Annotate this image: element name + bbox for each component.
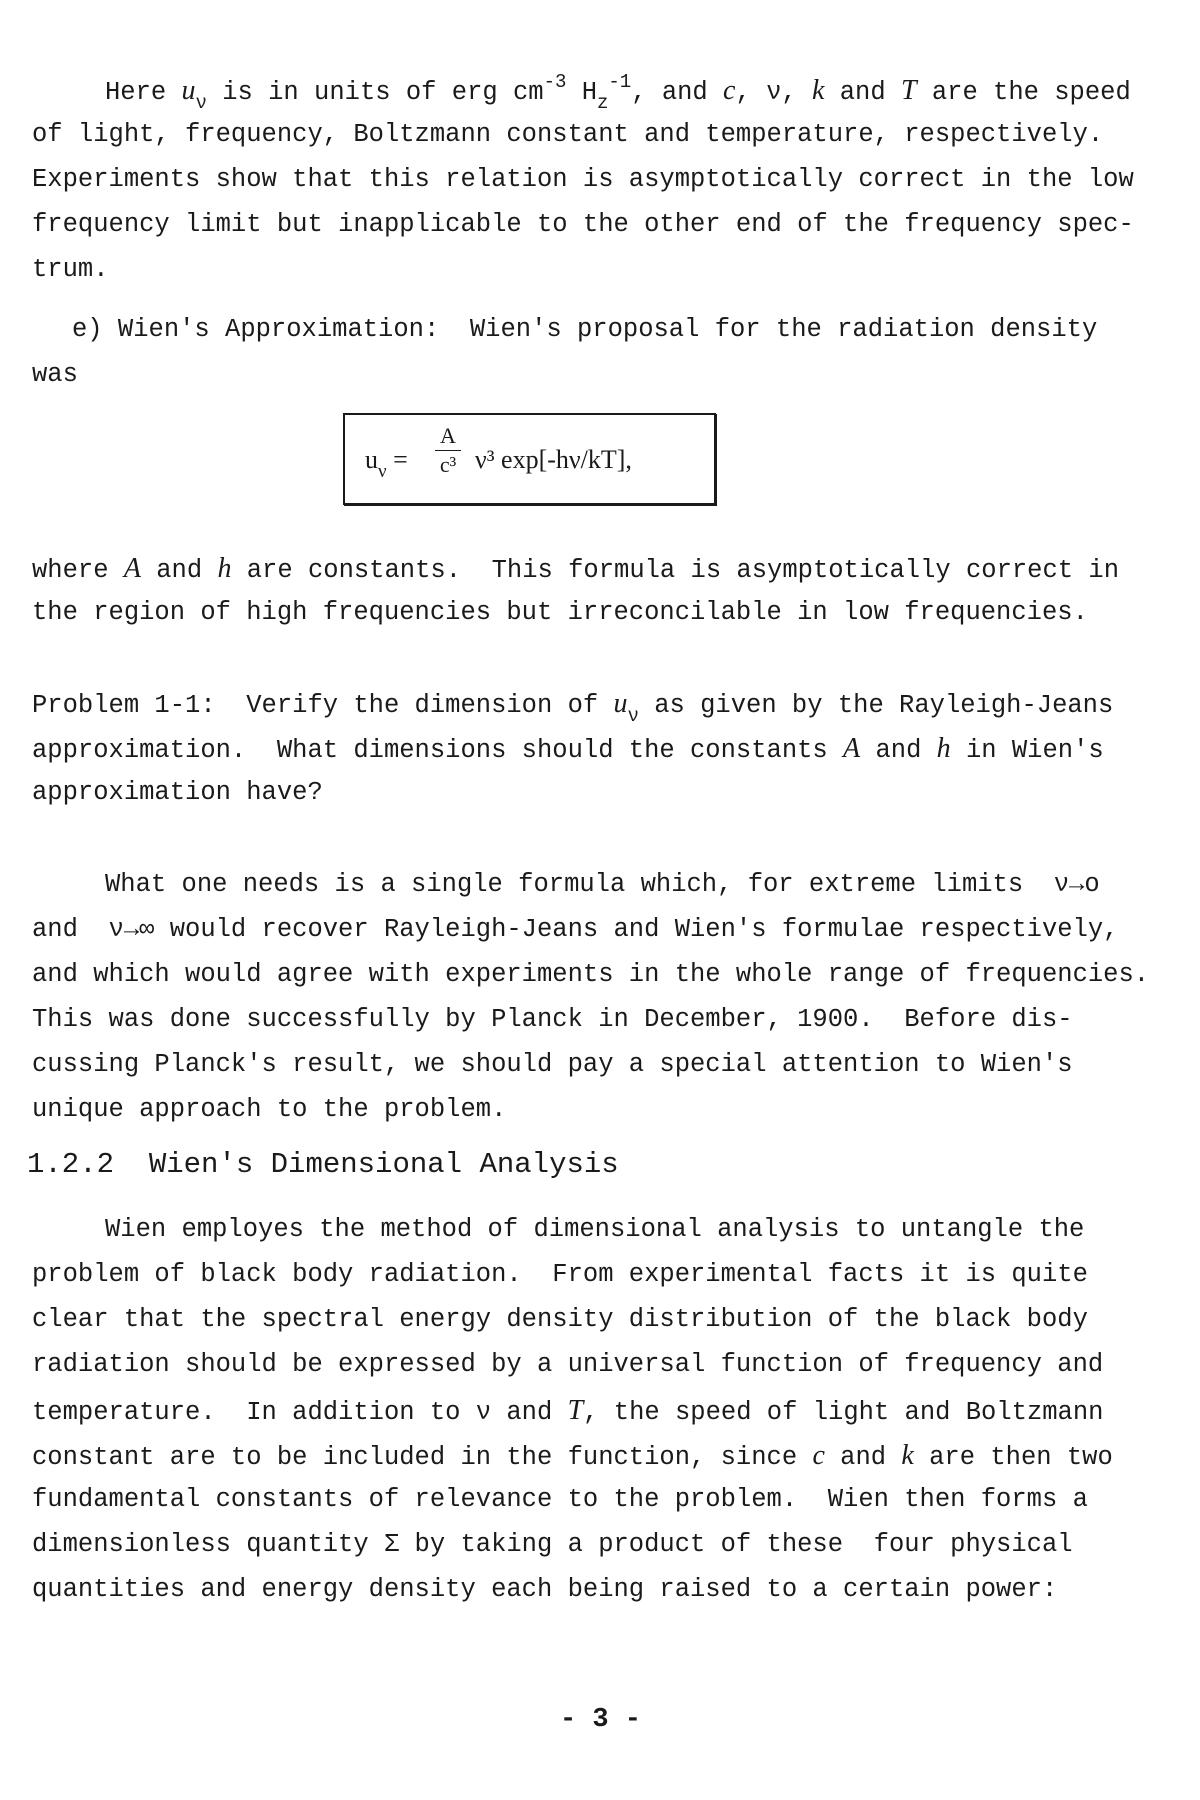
section-heading: 1.2.2 Wien's Dimensional Analysis	[27, 1148, 619, 1181]
problem-line-3: approximation have?	[32, 778, 323, 807]
wien-formula-box	[343, 413, 716, 505]
para3-line-5: temperature. In addition to ν and T, the speed of light and Boltzmann	[32, 1395, 1104, 1427]
wien-after-line-2: the region of high frequencies but irreconcilable in low frequencies.	[32, 598, 1088, 627]
para2-line-3: and which would agree with experiments in the whole range of frequencies.	[32, 960, 1150, 989]
para3-line-6: constant are to be included in the function, since c and k are then two	[32, 1440, 1113, 1472]
wien-formula-fraction: A c³	[435, 425, 461, 476]
para2-line-1: What one needs is a single formula which, for extreme limits ν→o	[105, 870, 1100, 899]
wien-line-2: was	[32, 360, 78, 389]
para3-line-4: radiation should be expressed by a universal function of frequency and	[32, 1350, 1104, 1379]
para3-line-2: problem of black body radiation. From experimental facts it is quite	[32, 1260, 1088, 1289]
para3-line-1: Wien employes the method of dimensional analysis to untangle the	[105, 1215, 1085, 1244]
wien-line-1: e) Wien's Approximation: Wien's proposal for the radiation density	[72, 315, 1098, 344]
para2-line-4: This was done successfully by Planck in December, 1900. Before dis-	[32, 1005, 1073, 1034]
wien-formula-rhs: ν³ exp[-hν/kT],	[475, 445, 632, 474]
para1-line-2: of light, frequency, Boltzmann constant and temperature, respectively.	[32, 120, 1104, 149]
para1-line-3: Experiments show that this relation is asymptotically correct in the low	[32, 165, 1134, 194]
para3-line-9: quantities and energy density each being raised to a certain power:	[32, 1575, 1058, 1604]
para2-line-2: and ν→∞ would recover Rayleigh-Jeans and Wien's formulae respectively,	[32, 915, 1119, 944]
para3-line-3: clear that the spectral energy density distribution of the black body	[32, 1305, 1088, 1334]
para3-line-8: dimensionless quantity Σ by taking a product of these four physical	[32, 1530, 1073, 1559]
para1-line-5: trum.	[32, 255, 109, 284]
para1-line-1: Here $u_\nu$ is in units of erg $cm^{-3}$ $H_z^{-1}$, and c, ν, k and T are the speed	[105, 71, 1131, 114]
para3-line-7: fundamental constants of relevance to the problem. Wien then forms a	[32, 1485, 1088, 1514]
wien-formula-lhs: $u_\nu$ =	[365, 445, 415, 482]
page-number: - 3 -	[560, 1705, 642, 1735]
para2-line-6: unique approach to the problem.	[32, 1095, 507, 1124]
para2-line-5: cussing Planck's result, we should pay a special attention to Wien's	[32, 1050, 1073, 1079]
para1-line-4: frequency limit but inapplicable to the other end of the frequency spec-	[32, 210, 1134, 239]
problem-line-1: Problem 1-1: Verify the dimension of $u_\nu$ as given by the Rayleigh-Jeans	[32, 688, 1114, 727]
problem-line-2: approximation. What dimensions should the constants A and h in Wien's	[32, 733, 1104, 765]
wien-after-line-1: where A and h are constants. This formula is asymptotically correct in	[32, 553, 1119, 585]
